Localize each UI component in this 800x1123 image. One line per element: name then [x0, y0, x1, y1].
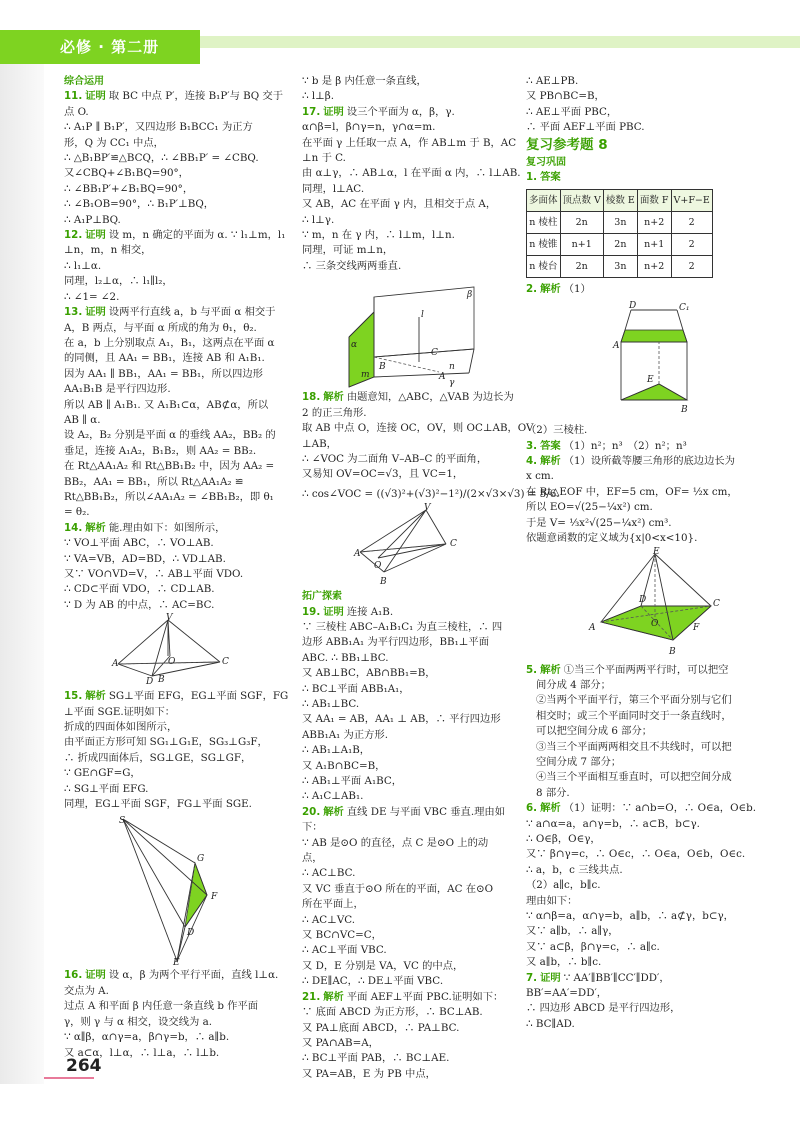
- text-line: 折成的四面体如图所示，: [64, 721, 178, 734]
- text-line: ∴ ∠BB₁P′+∠B₁BQ=90°，: [64, 182, 194, 195]
- text-line: ∴ ∠B₁OB=90°，∴ B₁P′⊥BQ，: [64, 198, 215, 211]
- problem-text: 设两平行直线 a，b 与平面 α 相交于: [108, 306, 276, 319]
- figure-label: D: [146, 677, 154, 688]
- text-line: 又 PA∩AB=A，: [302, 1036, 379, 1049]
- problem-item: [64, 689, 289, 704]
- problem-item: [526, 454, 786, 469]
- figure-edge: [123, 819, 177, 961]
- problem-number: 1.: [526, 171, 538, 184]
- table-cell: 3n: [603, 211, 637, 233]
- text-line: 垂足，连接 A₁A₂，B₁B₂，则 AA₂ = BB₂.: [64, 444, 257, 457]
- figure-label: C₁: [679, 303, 690, 314]
- text-line: AB ∥ α.: [64, 413, 101, 426]
- text-line: ∴ AE⊥PB.: [526, 75, 579, 87]
- problem-text: （1）n²；n³ （2）n²；n³: [563, 439, 687, 452]
- text-line: 间分成 4 部分；: [536, 678, 611, 691]
- column-left: [64, 74, 289, 1061]
- figure-edge: [469, 349, 474, 373]
- problem-number: 13.: [64, 306, 83, 319]
- problem-item: [526, 282, 786, 297]
- text-line: 的同侧，且 AA₁ = BB₁，连接 AB 和 A₁B₁.: [64, 352, 265, 365]
- figure-label: C: [431, 348, 438, 359]
- text-line: ∴ A₁P ∥ B₁P′，又四边形 B₁BCC₁ 为正方: [64, 121, 253, 134]
- problem-number: 20.: [302, 805, 321, 818]
- page-number-underline: [44, 1077, 94, 1079]
- table-header-cell: 多面体: [527, 189, 561, 211]
- figure-edge: [123, 819, 207, 895]
- page-margin-bar: [0, 64, 44, 1084]
- table-cell: n+1: [637, 233, 671, 255]
- table-cell: n 棱台: [527, 255, 561, 277]
- figure-f15: [115, 815, 225, 969]
- text-line: ∴ A₁P⊥BQ.: [64, 213, 121, 226]
- figure-label: m: [361, 370, 370, 381]
- polyhedron-table: [526, 189, 713, 278]
- figure-label: O: [651, 618, 659, 629]
- text-line: ∵ m，n 在 γ 内，∴ l⊥m，l⊥n.: [302, 229, 455, 242]
- figure-face: [621, 330, 687, 342]
- text-line: ④当三个平面相互垂直时，可以把空间分成: [536, 771, 732, 784]
- figure-edge: [168, 620, 220, 662]
- text-line: 过点 A 和平面 β 内任意一条直线 b 作平面: [64, 1000, 259, 1013]
- figure-label: D: [187, 928, 195, 939]
- problem-label: 解析: [540, 663, 561, 676]
- page-number: 264: [66, 1056, 102, 1076]
- figure-label: D: [639, 594, 647, 605]
- figure-label: V: [424, 503, 431, 514]
- problem-number: 12.: [64, 229, 83, 242]
- figure-label: B: [380, 577, 387, 588]
- problem-text: 设 α，β 为两个平行平面，直线 l⊥α.: [108, 969, 279, 982]
- text-line: ∵ b 是 β 内任意一条直线，: [302, 75, 427, 87]
- text-line: ∵ AB 是⊙O 的直径，点 C 是⊙O 上的动: [302, 836, 489, 849]
- figure-label: E: [173, 958, 180, 969]
- text-line: ∴ △B₁BP′≌△BCQ，∴ ∠BB₁P′ = ∠CBQ.: [64, 152, 259, 165]
- text-line: BB₂，AA₁ = BB₁，所以 Rt△AA₁A₂ ≌: [64, 475, 244, 488]
- text-line: x cm.: [526, 470, 554, 483]
- figure-edge: [123, 819, 195, 863]
- text-line: ∴ CD⊂平面 VDO，∴ CD⊥AB.: [64, 583, 215, 596]
- figure-label: D: [629, 301, 637, 312]
- text-line: ∴ 平面 AEF⊥平面 PBC.: [526, 121, 645, 134]
- problem-label: 解析: [85, 690, 106, 703]
- problem-number: 7.: [526, 971, 538, 984]
- text-line: 2 的正三角形.: [302, 406, 367, 419]
- figure-label: n: [449, 362, 455, 373]
- text-line: 在平面 γ 上任取一点 A，作 AB⊥m 于 B，AC: [302, 136, 517, 149]
- text-line: Rt△BB₁B₂，所以∠AA₁A₂ = ∠BB₁B₂，即 θ₁: [64, 490, 274, 503]
- figure-label: C: [450, 539, 457, 550]
- header-strip: [200, 36, 800, 48]
- problem-label: 解析: [540, 282, 561, 295]
- text-line: 又 a⊂α，l⊥α，∴ l⊥a，∴ l⊥b.: [64, 1046, 220, 1059]
- text-line: ∴ DE∥AC，∴ DE⊥平面 VBC.: [302, 975, 444, 988]
- header-banner: [0, 30, 200, 64]
- problem-label: 解析: [85, 521, 106, 534]
- text-line: 又 PA=AB，E 为 PB 中点，: [302, 1067, 436, 1080]
- figure-edge: [360, 510, 426, 552]
- text-line: ∴ AB₁⊥平面 A₁BC，: [302, 775, 403, 787]
- text-line: 又 BC∩VC=C，: [302, 929, 382, 942]
- text-line: ∴ A₁C⊥AB₁.: [302, 790, 364, 803]
- figure-label: V: [166, 613, 173, 624]
- problem-label: 证明: [85, 969, 106, 982]
- text-line: 又 AB，AC 在平面 γ 内，且相交于点 A，: [302, 198, 497, 211]
- text-line: 同理，可证 m⊥n，: [302, 244, 394, 257]
- problem-text: （1）: [563, 282, 591, 295]
- text-line: 8 部分.: [536, 786, 570, 799]
- table-header-cell: 棱数 E: [603, 189, 637, 211]
- text-line: ∴ AB₁⊥A₁B，: [302, 744, 371, 757]
- text-line: 于是 V= ⅓x²√(25−¼x²) cm³.: [526, 516, 672, 529]
- table-header-cell: V+F−E: [671, 189, 712, 211]
- text-line: 又∵ VO∩VD=V，∴ AB⊥平面 VDO.: [64, 568, 244, 580]
- text-line: 由 α⊥γ，∴ AB⊥α，l 在平面 α 内，∴ l⊥AB.: [302, 167, 521, 180]
- figure-label: A: [613, 341, 620, 352]
- problem-label: 解析: [323, 990, 344, 1003]
- figure-label: A: [439, 372, 446, 383]
- problem-text: SG⊥平面 EFG，EG⊥平面 SGF，FG: [108, 690, 289, 703]
- text-line: 下：: [302, 821, 323, 834]
- problem-number: 15.: [64, 690, 83, 703]
- figure-label: l: [421, 310, 424, 321]
- problem-item: [526, 801, 786, 816]
- text-line: ∴ l⊥γ.: [302, 213, 335, 226]
- text-line: 依题意函数的定义域为{x|0<x<10}.: [526, 532, 698, 545]
- text-line: ∴ a，b，c 三线共点.: [526, 863, 623, 876]
- problem-text: ①当三个平面两两平行时，可以把空: [563, 663, 729, 676]
- text-line: ⊥平面 SGE.证明如下：: [64, 705, 176, 718]
- column-right: [526, 74, 786, 1032]
- subsection-heading: 复习巩固: [526, 157, 566, 169]
- table-cell: n 棱柱: [527, 211, 561, 233]
- figure-face: [185, 863, 207, 927]
- text-line: ∴ BC⊥平面 PAB，∴ BC⊥AE.: [302, 1052, 450, 1065]
- figure-edge: [378, 510, 426, 558]
- text-line: 在 Rt△EOF 中，EF=5 cm，OF= ½x cm，: [526, 485, 738, 498]
- text-line: 又 a∥b，∴ b∥c.: [526, 956, 602, 969]
- text-line: 边形 ABB₁A₁ 为平行四边形，BB₁⊥平面: [302, 636, 490, 649]
- text-line: 空间分成 7 部分；: [536, 755, 622, 768]
- text-line: ∴ BC⊥平面 ABB₁A₁，: [302, 682, 410, 695]
- header-title: 必修 · 第二册: [60, 38, 160, 56]
- problem-text: 连接 A₁B.: [346, 605, 394, 618]
- text-line: ⊥n 于 C.: [302, 152, 346, 165]
- section-heading: 复习参考题 8: [526, 136, 608, 153]
- problem-label: 证明: [323, 105, 344, 118]
- table-cell: 2n: [603, 233, 637, 255]
- text-line: （2）三棱柱.: [526, 424, 588, 437]
- text-line: 取 AB 中点 O，连接 OC，OV，则 OC⊥AB，OV: [302, 422, 534, 435]
- figure-f14: [110, 613, 230, 688]
- text-line: ∴ BC∥AD.: [526, 1017, 575, 1030]
- text-line: ∴ l⊥β.: [302, 90, 335, 103]
- figure-label: A: [354, 549, 361, 560]
- text-line: 同理，l₂⊥α，∴ l₁∥l₂，: [64, 275, 173, 288]
- table-cell: 3n: [603, 255, 637, 277]
- problem-number: 17.: [302, 105, 321, 118]
- problem-label: 证明: [540, 971, 561, 984]
- problem-item: [302, 390, 516, 405]
- text-line: 所在平面上，: [302, 898, 364, 911]
- problem-item: [302, 990, 516, 1005]
- figure-face: [374, 287, 474, 357]
- figure-edge: [655, 554, 711, 606]
- problem-text: 设 m，n 确定的平面为 α. ∵ l₁⊥m，l₁: [108, 229, 286, 242]
- table-cell: n+1: [560, 233, 603, 255]
- text-line: ∵ α∩β=a，α∩γ=b，a∥b，∴ a⊄γ，b⊂γ，: [526, 910, 734, 922]
- text-line: A，B 两点，与平面 α 所成的角为 θ₁，θ₂.: [64, 321, 257, 334]
- text-line: ∴ 三条交线两两垂直.: [302, 259, 402, 272]
- text-line: 相交时；或三个平面同时交于一条直线时，: [536, 709, 732, 722]
- figure-label: A: [589, 622, 596, 633]
- text-line: ∵ VA=VB，AD=BD，∴ VD⊥AB.: [64, 552, 226, 565]
- text-line: 又 D，E 分别是 VA，VC 的中点，: [302, 959, 464, 972]
- problem-item: [64, 968, 279, 983]
- figure-label: O: [374, 561, 382, 572]
- text-line: 又∠CBQ+∠B₁BQ=90°，: [64, 167, 189, 180]
- problem-text: （1）证明：∵ a∩b=O，∴ O∈a，O∈b.: [563, 802, 756, 815]
- problem-label: 解析: [323, 391, 344, 404]
- text-line: 在 Rt△AA₁A₂ 和 Rt△BB₁B₂ 中，因为 AA₂ =: [64, 460, 275, 473]
- figure-edge: [374, 373, 469, 377]
- problem-number: 5.: [526, 663, 538, 676]
- text-line: 由平面正方形可知 SG₁⊥G₁E，SG₃⊥G₃F，: [64, 736, 268, 749]
- problem-text: （1）设所截等腰三角形的底边边长为: [563, 455, 735, 468]
- problem-item: [64, 228, 286, 243]
- text-line: （2）a∥c，b∥c.: [526, 879, 601, 892]
- problem-item: [302, 805, 516, 820]
- text-line: 理由如下：: [526, 894, 578, 907]
- problem-label: 解析: [540, 455, 561, 468]
- problem-label: 证明: [85, 306, 106, 319]
- figure-edge: [118, 620, 168, 664]
- text-line: ∴ 折成四面体后，SG⊥GE，SG⊥GF，: [64, 751, 252, 764]
- problem-number: 11.: [64, 90, 83, 103]
- text-line: ∴ O∈β，O∈γ，: [526, 832, 601, 845]
- text-line: BB′=AA′=DD′，: [526, 987, 608, 1000]
- problem-number: 2.: [526, 282, 538, 295]
- problem-text: 取 BC 中点 P′，连接 B₁P′与 BQ 交于: [108, 90, 284, 103]
- text-line: α∩β=l，β∩γ=n，γ∩α=m.: [302, 121, 436, 134]
- text-line: 形，Q 为 CC₁ 中点，: [64, 136, 164, 149]
- text-line: 又 PB∩BC=B，: [526, 90, 605, 103]
- text-line: ∴ AB₁⊥BC.: [302, 697, 360, 710]
- figure-edge: [625, 310, 631, 330]
- text-line: γ，则 γ 与 α 相交，设交线为 a.: [64, 1015, 213, 1028]
- problem-text: 直线 DE 与平面 VBC 垂直.理由如: [346, 805, 506, 818]
- text-line: ABB₁A₁ 为正方形.: [302, 728, 388, 741]
- text-line: 设 A₂，B₂ 分别是平面 α 的垂线 AA₂，BB₂ 的: [64, 429, 276, 442]
- figure-edge: [677, 310, 683, 330]
- text-line: 又∵ a⊂β，β∩γ=c，∴ a∥c.: [526, 940, 660, 953]
- text-line: 所以 EO=√(25−¼x²) cm.: [526, 501, 653, 514]
- text-line: ∵ α∥β，α∩γ=a，β∩γ=b，∴ a∥b.: [64, 1031, 230, 1044]
- problem-number: 19.: [302, 605, 321, 618]
- figure-f4: [581, 546, 731, 660]
- text-line: ∵ D 为 AB 的中点，∴ AC=BC.: [64, 598, 215, 611]
- text-line: 又 VC 垂直于⊙O 所在的平面，AC 在⊙O: [302, 882, 494, 895]
- text-line: ②当两个平面平行，第三个平面分别与它们: [536, 694, 732, 707]
- figure-f2: [611, 300, 701, 420]
- table-cell: n+2: [637, 211, 671, 233]
- text-line: ⊥AB，: [302, 437, 337, 450]
- text-line: ABC. ∴ BB₁⊥BC.: [302, 651, 389, 664]
- table-cell: n 棱锥: [527, 233, 561, 255]
- problem-number: 21.: [302, 990, 321, 1003]
- figure-label: β: [467, 290, 473, 301]
- text-line: ∴ AC⊥VC.: [302, 913, 356, 926]
- text-line: ∴ AC⊥平面 VBC.: [302, 944, 387, 957]
- problem-item: [526, 971, 786, 986]
- text-line: ∴ 四边形 ABCD 是平行四边形，: [526, 1002, 681, 1015]
- figure-label: S: [119, 816, 126, 827]
- problem-label: 解析: [323, 805, 344, 818]
- figure-edge: [177, 927, 185, 961]
- text-line: AA₁B₁B 是平行四边形.: [64, 383, 171, 396]
- problem-item: [64, 521, 276, 536]
- problem-label: 解析: [540, 802, 561, 815]
- problem-text: 平面 AEF⊥平面 PBC.证明如下：: [346, 990, 504, 1003]
- problem-item: [302, 605, 516, 620]
- problem-label: 证明: [85, 90, 106, 103]
- problem-text: 能.理由如下：如图所示，: [108, 521, 226, 534]
- text-line: ∵ a∩α=a，a∩γ=b，∴ a⊂B，b⊂γ.: [526, 817, 700, 830]
- figure-label: O: [168, 657, 176, 668]
- figure-label: B: [379, 362, 386, 373]
- figure-label: C: [222, 657, 229, 668]
- text-line: 可以把空间分成 6 部分；: [536, 725, 653, 738]
- subsection-heading: 综合运用: [64, 76, 104, 87]
- problem-item: [64, 305, 276, 320]
- figure-label: B: [158, 675, 165, 686]
- text-line: ∵ 三棱柱 ABC–A₁B₁C₁ 为直三棱柱，∴ 四: [302, 620, 503, 633]
- problem-item: [526, 439, 786, 454]
- text-line: 又 PA⊥底面 ABCD，∴ PA⊥BC.: [302, 1021, 460, 1034]
- text-line: ∴ ∠VOC 为二面角 V–AB–C 的平面角，: [302, 452, 488, 465]
- text-line: 又 A₁B∩BC=B，: [302, 759, 386, 772]
- text-line: 交点为 A.: [64, 984, 109, 997]
- text-line: ∴ l₁⊥α.: [64, 259, 102, 272]
- text-line: = θ₂.: [64, 506, 90, 519]
- figure-label: α: [351, 340, 358, 351]
- table-cell: 2n: [560, 255, 603, 277]
- problem-number: 14.: [64, 521, 83, 534]
- figure-label: γ: [449, 378, 455, 389]
- text-line: ∴ AE⊥平面 PBC，: [526, 105, 618, 118]
- figure-label: A: [112, 659, 119, 670]
- text-line: 所以 AB ∥ A₁B₁. 又 A₁B₁⊂α，AB⊄α，所以: [64, 398, 269, 411]
- problem-label: 答案: [540, 171, 561, 184]
- text-line: 因为 AA₁ ∥ BB₁，AA₁ = BB₁，所以四边形: [64, 367, 263, 380]
- text-line: ∵ 底面 ABCD 为正方形，∴ BC⊥AB.: [302, 1006, 483, 1019]
- text-line: 又∵ a∥b，∴ a∥γ，: [526, 925, 619, 938]
- problem-number: 6.: [526, 802, 538, 815]
- text-line: ∵ VO⊥平面 ABC，∴ VO⊥AB.: [64, 537, 214, 550]
- text-line: 同理，l⊥AC.: [302, 182, 365, 195]
- figure-label: B: [669, 646, 676, 657]
- table-cell: n+2: [637, 255, 671, 277]
- figure-edge: [426, 510, 446, 544]
- text-line: 点 O.: [64, 105, 89, 118]
- figure-label: G: [197, 854, 205, 865]
- text-line: ∵ GE∩GF=G，: [64, 767, 141, 780]
- table-cell: 2: [671, 211, 712, 233]
- figure-f18: [354, 503, 464, 588]
- problem-number: 3.: [526, 439, 538, 452]
- problem-text: 由题意知，△ABC，△VAB 为边长为: [346, 391, 514, 404]
- problem-number: 16.: [64, 969, 83, 982]
- problem-item: [64, 89, 284, 104]
- figure-label: B: [681, 405, 688, 416]
- text-line: ∴ AC⊥BC.: [302, 867, 356, 880]
- text-line: ∴ SG⊥平面 EFG.: [64, 782, 149, 795]
- problem-text: 设三个平面为 α，β，γ.: [346, 105, 455, 118]
- problem-text: ∵ AA′∥BB′∥CC′∥DD′，: [563, 971, 670, 984]
- text-line: 又∵ β∩γ=c，∴ O∈c，∴ O∈a，O∈b，O∈c.: [526, 848, 746, 861]
- problem-item: [526, 663, 786, 678]
- figure-label: E: [653, 546, 660, 557]
- text-line: 点，: [302, 852, 323, 865]
- text-line: ③当三个平面两两相交且不共线时，可以把: [536, 740, 732, 753]
- equation-line: ∴ cos∠VOC = ((√3)²+(√3)²−1²)/(2×√3×√3) = 5/6.: [302, 487, 560, 500]
- problem-label: 证明: [85, 229, 106, 242]
- figure-label: C: [713, 598, 720, 609]
- figure-label: E: [647, 375, 654, 386]
- problem-item: [526, 170, 786, 185]
- problem-number: 18.: [302, 391, 321, 404]
- figure-label: F: [693, 622, 700, 633]
- problem-label: 答案: [540, 439, 561, 452]
- text-line: ∴ ∠1= ∠2.: [64, 290, 120, 303]
- figure-edge: [123, 819, 185, 927]
- figure-edge: [378, 544, 446, 558]
- problem-item: [302, 105, 516, 120]
- text-line: 在 a，b 上分别取点 A₁，B₁，这两点在平面 α: [64, 336, 275, 349]
- table-header-cell: 面数 F: [637, 189, 671, 211]
- figure-label: F: [211, 892, 218, 903]
- table-cell: 2: [671, 255, 712, 277]
- problem-number: 4.: [526, 455, 538, 468]
- subsection-heading: 拓广探索: [302, 591, 342, 603]
- table-cell: 2: [671, 233, 712, 255]
- figure-f17: [339, 277, 479, 387]
- text-line: 同理，EG⊥平面 SGF，FG⊥平面 SGE.: [64, 798, 252, 811]
- text-line: 又 AA₁ = AB，AA₁ ⊥ AB，∴ 平行四边形: [302, 713, 501, 726]
- text-line: ⊥n，m，n 相交，: [64, 244, 152, 257]
- table-cell: 2n: [560, 211, 603, 233]
- text-line: 又 AB⊥BC，AB∩BB₁=B，: [302, 667, 436, 680]
- problem-label: 证明: [323, 605, 344, 618]
- figure-edge: [118, 664, 152, 676]
- text-line: 又易知 OV=OC=√3，且 VC=1，: [302, 468, 464, 481]
- table-header-cell: 顶点数 V: [560, 189, 603, 211]
